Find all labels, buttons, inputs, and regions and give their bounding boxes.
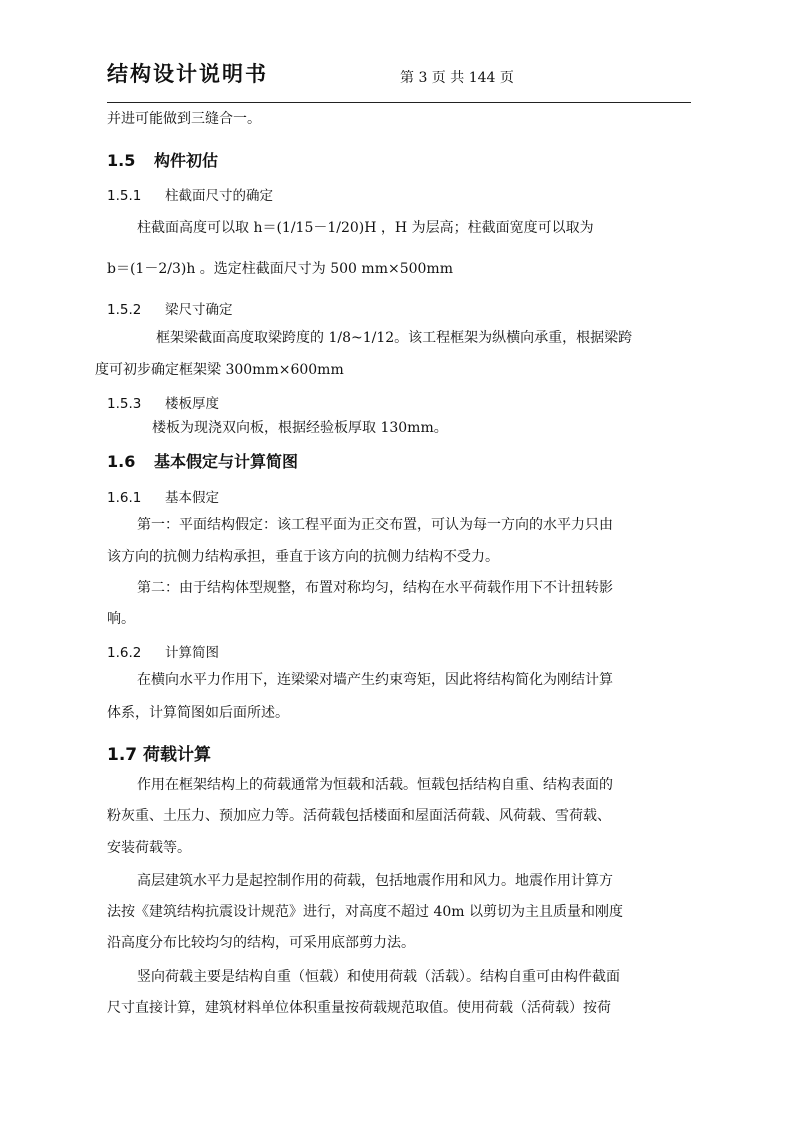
document-title: 结构设计说明书 [107, 62, 268, 86]
paragraph-line: 尺寸直接计算，建筑材料单位体积重量按荷载规范取值。使用荷载（活荷载）按荷 [107, 1000, 611, 1016]
subsection-heading-1-6-1 [107, 486, 219, 506]
paragraph-line: 第二：由于结构体型规整，布置对称均匀，结构在水平荷载作用下不计扭转影 [137, 580, 613, 596]
paragraph-line: 框架梁截面高度取梁跨度的 1/8~1/12。该工程框架为纵横向承重，根据梁跨 [156, 330, 633, 346]
page-number-info: 第 3 页 共 144 页 [400, 70, 514, 86]
section-heading-1-7: 1.7 荷载计算 [107, 745, 212, 765]
subsection-title: 计算简图 [165, 645, 219, 661]
paragraph-line: 安装荷载等。 [107, 840, 191, 856]
section-heading-1-6 [107, 449, 298, 472]
paragraph-line: 沿高度分布比较均匀的结构，可采用底部剪力法。 [107, 935, 415, 951]
subsection-title: 梁尺寸确定 [165, 302, 233, 318]
subsection-title: 基本假定 [165, 490, 219, 506]
subsection-number: 1.6.2 [107, 645, 142, 661]
subsection-heading-1-5-3 [107, 392, 219, 412]
paragraph-line: 楼板为现浇双向板，根据经验板厚取 130mm。 [152, 420, 448, 436]
paragraph-line: 体系，计算简图如后面所述。 [107, 705, 289, 721]
paragraph-line: 第一：平面结构假定：该工程平面为正交布置，可认为每一方向的水平力只由 [137, 517, 613, 533]
subsection-heading-1-5-2 [107, 298, 233, 318]
page-header [107, 56, 691, 100]
paragraph-line: 度可初步确定框架梁 300mm×600mm [95, 362, 344, 378]
paragraph-line: 作用在框架结构上的荷载通常为恒载和活载。恒载包括结构自重、结构表面的 [137, 777, 613, 793]
paragraph-line: 法按《建筑结构抗震设计规范》进行，对高度不超过 40m 以剪切为主且质量和刚度 [107, 904, 623, 920]
paragraph-line: 粉灰重、土压力、预加应力等。活荷载包括楼面和屋面活荷载、风荷载、雪荷载、 [107, 808, 611, 824]
section-title: 基本假定与计算简图 [154, 452, 299, 471]
paragraph-line: 高层建筑水平力是起控制作用的荷载，包括地震作用和风力。地震作用计算方 [137, 873, 613, 889]
paragraph-line: 响。 [107, 611, 135, 627]
paragraph-line: 并进可能做到三缝合一。 [107, 111, 261, 127]
paragraph-line: b＝(1－2/3)h 。选定柱截面尺寸为 500 mm×500mm [107, 261, 453, 277]
subsection-heading-1-6-2 [107, 641, 219, 661]
paragraph-line: 柱截面高度可以取 h＝(1/15－1/20)H ，H 为层高；柱截面宽度可以取为 [137, 220, 594, 236]
subsection-number: 1.5.1 [107, 188, 142, 204]
subsection-title: 柱截面尺寸的确定 [165, 188, 273, 204]
header-divider [107, 102, 691, 103]
section-number: 1.5 [107, 151, 136, 170]
section-number: 1.6 [107, 452, 136, 471]
paragraph-line: 在横向水平力作用下，连梁梁对墙产生约束弯矩，因此将结构简化为刚结计算 [137, 672, 613, 688]
subsection-number: 1.6.1 [107, 490, 142, 506]
subsection-title: 楼板厚度 [165, 396, 219, 412]
subsection-number: 1.5.2 [107, 302, 142, 318]
subsection-number: 1.5.3 [107, 396, 142, 412]
paragraph-line: 该方向的抗侧力结构承担，垂直于该方向的抗侧力结构不受力。 [107, 549, 499, 565]
paragraph-line: 竖向荷载主要是结构自重（恒载）和使用荷载（活载）。结构自重可由构件截面 [137, 969, 620, 985]
section-heading-1-5 [107, 148, 218, 171]
subsection-heading-1-5-1 [107, 184, 273, 204]
section-title: 构件初估 [154, 151, 219, 170]
